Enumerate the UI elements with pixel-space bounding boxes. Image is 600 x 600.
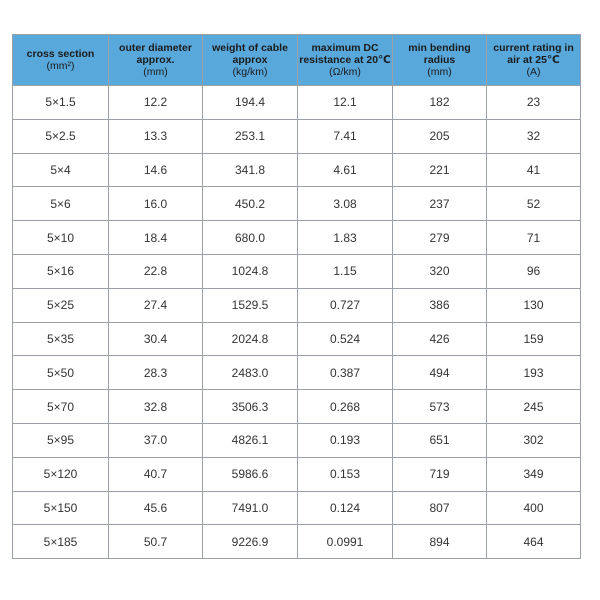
table-cell: 426 [393, 322, 487, 356]
table-cell: 5×35 [13, 322, 109, 356]
table-row [13, 423, 581, 457]
table-cell: 4826.1 [203, 423, 298, 457]
table-cell: 464 [487, 525, 581, 559]
table-cell: 0.524 [298, 322, 393, 356]
table-cell: 5×1.5 [13, 86, 109, 120]
table-cell: 45.6 [109, 491, 203, 525]
table-row [13, 491, 581, 525]
column-header-2 [109, 35, 203, 86]
table-body [13, 86, 581, 559]
table-row [13, 86, 581, 120]
table-cell: 9226.9 [203, 525, 298, 559]
table-row [13, 390, 581, 424]
table-cell: 894 [393, 525, 487, 559]
table-cell: 0.124 [298, 491, 393, 525]
table-row [13, 153, 581, 187]
column-header-unit: (kg/km) [232, 66, 268, 78]
table-cell: 159 [487, 322, 581, 356]
table-row [13, 254, 581, 288]
table-row [13, 525, 581, 559]
table-cell: 16.0 [109, 187, 203, 221]
table-cell: 5×4 [13, 153, 109, 187]
column-header-title-line: maximum DC [311, 42, 379, 54]
table-cell: 30.4 [109, 322, 203, 356]
table-cell: 12.2 [109, 86, 203, 120]
table-cell: 96 [487, 254, 581, 288]
table-cell: 5×2.5 [13, 119, 109, 153]
table-cell: 0.727 [298, 288, 393, 322]
table-cell: 23 [487, 86, 581, 120]
table-cell: 0.268 [298, 390, 393, 424]
column-header-title-line: outer diameter [119, 42, 192, 54]
table-cell: 22.8 [109, 254, 203, 288]
table-cell: 5×70 [13, 390, 109, 424]
table-cell: 494 [393, 356, 487, 390]
table-cell: 4.61 [298, 153, 393, 187]
table-cell: 0.193 [298, 423, 393, 457]
table-cell: 18.4 [109, 221, 203, 255]
table-cell: 41 [487, 153, 581, 187]
column-header-title-line: current rating in [493, 42, 574, 54]
column-header-3 [203, 35, 298, 86]
table-cell: 1529.5 [203, 288, 298, 322]
table-cell: 40.7 [109, 457, 203, 491]
table-cell: 194.4 [203, 86, 298, 120]
table-cell: 2483.0 [203, 356, 298, 390]
table-cell: 32 [487, 119, 581, 153]
table-cell: 50.7 [109, 525, 203, 559]
table-cell: 27.4 [109, 288, 203, 322]
table-cell: 5×6 [13, 187, 109, 221]
table-row [13, 288, 581, 322]
column-header-title-line: cross section [26, 48, 95, 60]
table-cell: 5×10 [13, 221, 109, 255]
table-cell: 32.8 [109, 390, 203, 424]
column-header-5 [393, 35, 487, 86]
table-cell: 386 [393, 288, 487, 322]
column-header-unit: (mm²) [46, 60, 75, 72]
table-cell: 400 [487, 491, 581, 525]
table-cell: 341.8 [203, 153, 298, 187]
table-row [13, 322, 581, 356]
table-cell: 807 [393, 491, 487, 525]
table-cell: 279 [393, 221, 487, 255]
table-cell: 221 [393, 153, 487, 187]
cable-spec-table-container [12, 34, 580, 559]
table-row [13, 187, 581, 221]
column-header-title-line: approx. [136, 54, 175, 66]
table-cell: 14.6 [109, 153, 203, 187]
table-cell: 193 [487, 356, 581, 390]
table-cell: 28.3 [109, 356, 203, 390]
table-cell: 5×150 [13, 491, 109, 525]
table-cell: 680.0 [203, 221, 298, 255]
table-cell: 7491.0 [203, 491, 298, 525]
table-cell: 130 [487, 288, 581, 322]
table-cell: 205 [393, 119, 487, 153]
column-header-title-line: radius [423, 54, 456, 66]
table-cell: 245 [487, 390, 581, 424]
table-cell: 5986.6 [203, 457, 298, 491]
table-cell: 71 [487, 221, 581, 255]
table-cell: 2024.8 [203, 322, 298, 356]
table-row [13, 119, 581, 153]
table-cell: 1.15 [298, 254, 393, 288]
table-cell: 13.3 [109, 119, 203, 153]
table-cell: 253.1 [203, 119, 298, 153]
table-cell: 1.83 [298, 221, 393, 255]
table-cell: 182 [393, 86, 487, 120]
table-cell: 1024.8 [203, 254, 298, 288]
column-header-unit: (A) [526, 66, 541, 78]
table-cell: 5×185 [13, 525, 109, 559]
table-cell: 0.153 [298, 457, 393, 491]
table-header [13, 35, 581, 86]
column-header-unit: (mm) [427, 66, 452, 78]
column-header-title-line: min bending [408, 42, 471, 54]
table-cell: 719 [393, 457, 487, 491]
table-cell: 349 [487, 457, 581, 491]
column-header-unit: (Ω/km) [329, 66, 361, 78]
table-row [13, 457, 581, 491]
table-cell: 0.0991 [298, 525, 393, 559]
table-cell: 5×120 [13, 457, 109, 491]
column-header-1 [13, 35, 109, 86]
column-header-title-line: air at 25℃ [507, 54, 560, 66]
column-header-title-line: resistance at 20℃ [299, 54, 391, 66]
cable-spec-table [12, 34, 581, 559]
table-cell: 7.41 [298, 119, 393, 153]
table-cell: 12.1 [298, 86, 393, 120]
table-cell: 237 [393, 187, 487, 221]
table-cell: 573 [393, 390, 487, 424]
table-cell: 302 [487, 423, 581, 457]
table-cell: 5×50 [13, 356, 109, 390]
table-cell: 3.08 [298, 187, 393, 221]
table-cell: 320 [393, 254, 487, 288]
table-cell: 37.0 [109, 423, 203, 457]
column-header-4 [298, 35, 393, 86]
column-header-6 [487, 35, 581, 86]
column-header-title-line: approx [232, 54, 268, 66]
table-cell: 5×25 [13, 288, 109, 322]
table-cell: 5×16 [13, 254, 109, 288]
column-header-unit: (mm) [143, 66, 168, 78]
table-cell: 651 [393, 423, 487, 457]
table-cell: 5×95 [13, 423, 109, 457]
header-row [13, 35, 581, 86]
table-cell: 450.2 [203, 187, 298, 221]
table-cell: 0.387 [298, 356, 393, 390]
table-row [13, 221, 581, 255]
table-cell: 3506.3 [203, 390, 298, 424]
column-header-title-line: weight of cable [212, 42, 288, 54]
table-row [13, 356, 581, 390]
table-cell: 52 [487, 187, 581, 221]
